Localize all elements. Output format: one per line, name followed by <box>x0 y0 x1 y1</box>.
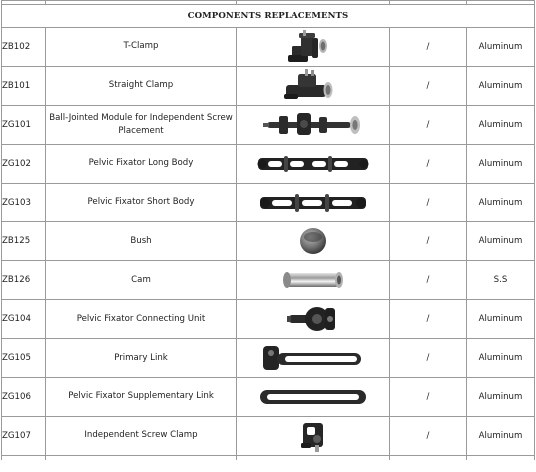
spec-value: / <box>390 300 467 339</box>
part-code: ZG102 <box>2 144 46 183</box>
material-value: Aluminum <box>467 416 535 455</box>
table-row <box>2 300 535 339</box>
part-name: Ball-Jointed Module for Independent Screw Placement <box>46 105 237 144</box>
section-header-row <box>2 5 535 28</box>
spec-value: / <box>390 416 467 455</box>
components-table <box>1 0 535 460</box>
part-code: ZB125 <box>2 222 46 261</box>
table-row <box>2 105 535 144</box>
material-value: Aluminum <box>467 378 535 417</box>
part-code: ZG101 <box>2 105 46 144</box>
table-bottom-stub <box>2 455 535 460</box>
material-value: Aluminum <box>467 144 535 183</box>
part-name: Independent Screw Clamp <box>46 416 237 455</box>
table-row <box>2 339 535 378</box>
table-row <box>2 66 535 105</box>
material-value: S.S <box>467 261 535 300</box>
part-name: Pelvic Fixator Connecting Unit <box>46 300 237 339</box>
part-name: Pelvic Fixator Short Body <box>46 183 237 222</box>
part-name: T-Clamp <box>46 28 237 67</box>
supplementary-link-icon <box>258 386 368 408</box>
part-code: ZB101 <box>2 66 46 105</box>
part-name: Pelvic Fixator Long Body <box>46 144 237 183</box>
table-row <box>2 28 535 67</box>
material-value: Aluminum <box>467 105 535 144</box>
spec-value: / <box>390 28 467 67</box>
spec-value: / <box>390 378 467 417</box>
connecting-unit-icon <box>285 302 341 336</box>
table-row <box>2 183 535 222</box>
part-code: ZG104 <box>2 300 46 339</box>
part-name: Straight Clamp <box>46 66 237 105</box>
spec-value: / <box>390 105 467 144</box>
ball-jointed-module-icon <box>263 109 363 141</box>
table-row <box>2 144 535 183</box>
part-name: Primary Link <box>46 339 237 378</box>
part-code: ZG105 <box>2 339 46 378</box>
long-body-icon <box>256 153 370 175</box>
primary-link-icon <box>261 342 365 374</box>
part-name: Cam <box>46 261 237 300</box>
spec-value: / <box>390 222 467 261</box>
table-row <box>2 222 535 261</box>
bush-icon <box>296 224 330 258</box>
part-code: ZG107 <box>2 416 46 455</box>
spec-value: / <box>390 339 467 378</box>
part-code: ZB102 <box>2 28 46 67</box>
material-value: Aluminum <box>467 222 535 261</box>
part-name: Pelvic Fixator Supplementary Link <box>46 378 237 417</box>
material-value: Aluminum <box>467 66 535 105</box>
cam-icon <box>281 266 345 294</box>
part-code: ZG106 <box>2 378 46 417</box>
screw-clamp-icon <box>295 419 331 453</box>
material-value: Aluminum <box>467 339 535 378</box>
spec-value: / <box>390 261 467 300</box>
table-row <box>2 416 535 455</box>
spec-value: / <box>390 183 467 222</box>
short-body-icon <box>258 191 368 215</box>
part-name: Bush <box>46 222 237 261</box>
table-row <box>2 261 535 300</box>
spec-value: / <box>390 144 467 183</box>
part-code: ZB126 <box>2 261 46 300</box>
material-value: Aluminum <box>467 28 535 67</box>
t-clamp-icon <box>278 29 348 65</box>
straight-clamp-icon <box>278 68 348 104</box>
spec-value: / <box>390 66 467 105</box>
material-value: Aluminum <box>467 300 535 339</box>
material-value: Aluminum <box>467 183 535 222</box>
table-row <box>2 378 535 417</box>
part-code: ZG103 <box>2 183 46 222</box>
section-title: COMPONENTS REPLACEMENTS <box>2 5 535 28</box>
